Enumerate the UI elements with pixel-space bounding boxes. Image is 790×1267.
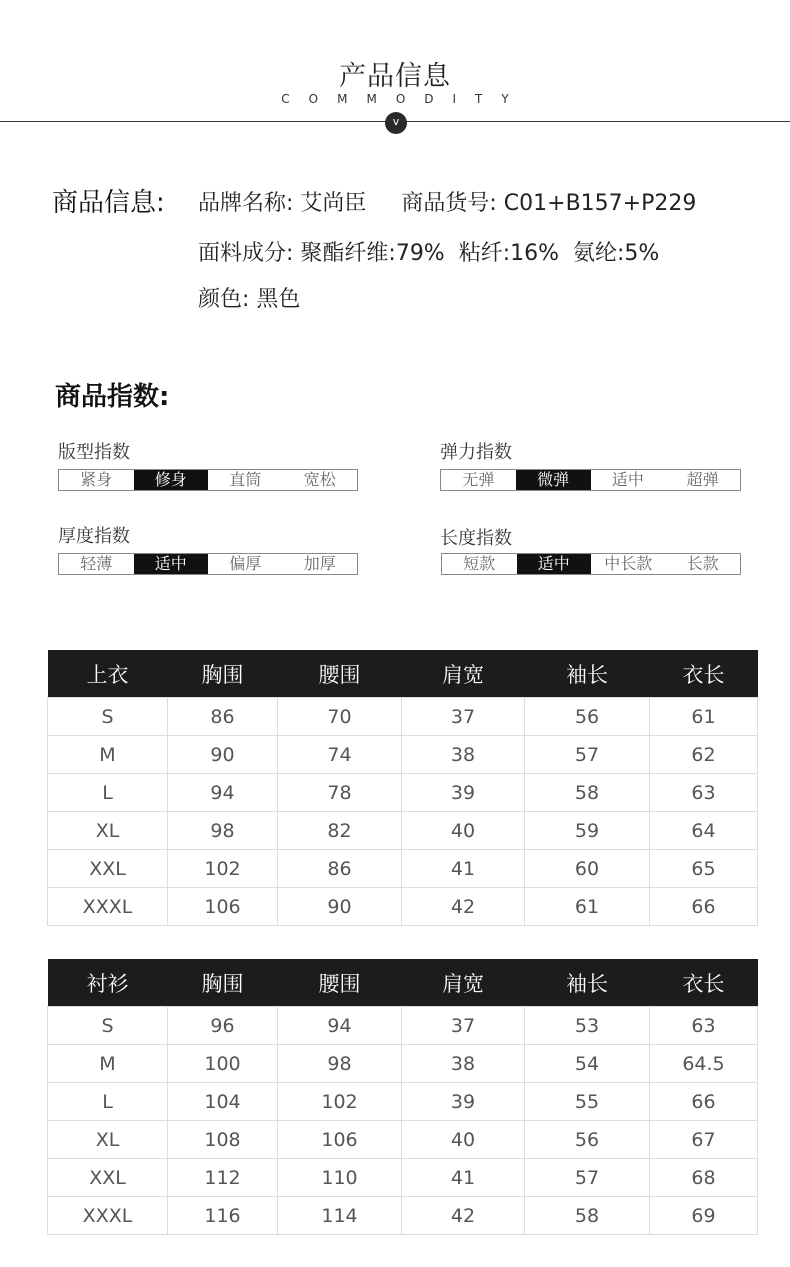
measurement-cell: 108 (168, 1121, 278, 1159)
measurement-cell: 61 (525, 888, 650, 926)
measurement-cell: 53 (525, 1007, 650, 1045)
scale-option: 直筒 (229, 470, 262, 489)
measurement-cell: 64.5 (650, 1045, 758, 1083)
scale-option: 适中 (134, 554, 209, 574)
measurement-cell: 37 (402, 1007, 525, 1045)
size-cell: S (48, 1007, 168, 1045)
table-row (48, 1121, 758, 1159)
size-cell: L (48, 774, 168, 812)
measurement-cell: 116 (168, 1197, 278, 1235)
measurement-cell: 68 (650, 1159, 758, 1197)
thickness-index-label: 厚度指数 (58, 526, 130, 547)
measurement-cell: 112 (168, 1159, 278, 1197)
measurement-cell: 90 (168, 736, 278, 774)
measurement-cell: 66 (650, 888, 758, 926)
measurement-cell: 61 (650, 698, 758, 736)
measurement-cell: 106 (278, 1121, 402, 1159)
column-header: 胸围 (168, 959, 278, 1007)
elastic-index-label: 弹力指数 (440, 442, 512, 463)
column-header: 肩宽 (402, 959, 525, 1007)
measurement-cell: 100 (168, 1045, 278, 1083)
table-row (48, 850, 758, 888)
size-cell: L (48, 1083, 168, 1121)
measurement-cell: 86 (278, 850, 402, 888)
measurement-cell: 67 (650, 1121, 758, 1159)
measurement-cell: 41 (402, 1159, 525, 1197)
size-cell: M (48, 736, 168, 774)
measurement-cell: 42 (402, 888, 525, 926)
measurement-cell: 86 (168, 698, 278, 736)
measurement-cell: 94 (278, 1007, 402, 1045)
elastic-index-scale (440, 469, 741, 491)
measurement-cell: 39 (402, 774, 525, 812)
column-header: 衣长 (650, 650, 758, 698)
fabric-composition: 面料成分: 聚酯纤维:79% 粘纤:16% 氨纶:5% (198, 241, 660, 266)
table-row (48, 1007, 758, 1045)
product-index-title: 商品指数: (55, 382, 170, 412)
scale-option: 无弹 (462, 470, 495, 489)
measurement-cell: 96 (168, 1007, 278, 1045)
measurement-cell: 102 (278, 1083, 402, 1121)
measurement-cell: 106 (168, 888, 278, 926)
size-cell: XL (48, 812, 168, 850)
measurement-cell: 104 (168, 1083, 278, 1121)
column-header: 腰围 (278, 959, 402, 1007)
measurement-cell: 60 (525, 850, 650, 888)
scale-option: 紧身 (80, 470, 113, 489)
measurement-cell: 40 (402, 1121, 525, 1159)
column-header: 衬衫 (48, 959, 168, 1007)
measurement-cell: 63 (650, 774, 758, 812)
table-row (48, 888, 758, 926)
scale-option: 长款 (686, 554, 719, 573)
measurement-cell: 65 (650, 850, 758, 888)
scale-option: 中长款 (604, 554, 653, 573)
table-row (48, 736, 758, 774)
chevron-down-icon: v (385, 112, 407, 134)
top-size-table (47, 650, 758, 926)
column-header: 袖长 (525, 650, 650, 698)
table-header-row (48, 650, 758, 698)
brand-and-sku: 品牌名称: 艾尚臣 商品货号: C01+B157+P229 (198, 191, 697, 216)
color-info: 颜色: 黑色 (198, 287, 301, 312)
measurement-cell: 98 (168, 812, 278, 850)
measurement-cell: 98 (278, 1045, 402, 1083)
column-header: 胸围 (168, 650, 278, 698)
scale-option: 超弹 (686, 470, 719, 489)
table-row (48, 1045, 758, 1083)
table-row (48, 812, 758, 850)
table-row (48, 1083, 758, 1121)
column-header: 衣长 (650, 959, 758, 1007)
measurement-cell: 41 (402, 850, 525, 888)
measurement-cell: 57 (525, 736, 650, 774)
measurement-cell: 74 (278, 736, 402, 774)
measurement-cell: 39 (402, 1083, 525, 1121)
size-cell: XXXL (48, 1197, 168, 1235)
measurement-cell: 55 (525, 1083, 650, 1121)
size-cell: XL (48, 1121, 168, 1159)
scale-option: 修身 (134, 470, 209, 490)
measurement-cell: 66 (650, 1083, 758, 1121)
scale-option: 加厚 (303, 554, 336, 573)
measurement-cell: 57 (525, 1159, 650, 1197)
scale-option: 轻薄 (80, 554, 113, 573)
measurement-cell: 78 (278, 774, 402, 812)
column-header: 腰围 (278, 650, 402, 698)
measurement-cell: 37 (402, 698, 525, 736)
scale-option: 短款 (463, 554, 496, 573)
scale-option: 微弹 (516, 470, 591, 490)
measurement-cell: 102 (168, 850, 278, 888)
section-subtitle: COMMODITY (281, 92, 528, 106)
size-cell: XXL (48, 850, 168, 888)
scale-option: 适中 (517, 554, 592, 574)
column-header: 上衣 (48, 650, 168, 698)
measurement-cell: 90 (278, 888, 402, 926)
column-header: 袖长 (525, 959, 650, 1007)
measurement-cell: 56 (525, 698, 650, 736)
table-row (48, 774, 758, 812)
measurement-cell: 63 (650, 1007, 758, 1045)
measurement-cell: 94 (168, 774, 278, 812)
thickness-index-scale (58, 553, 358, 575)
measurement-cell: 38 (402, 1045, 525, 1083)
measurement-cell: 58 (525, 774, 650, 812)
size-cell: M (48, 1045, 168, 1083)
measurement-cell: 64 (650, 812, 758, 850)
measurement-cell: 82 (278, 812, 402, 850)
scale-option: 适中 (611, 470, 644, 489)
table-row (48, 1197, 758, 1235)
measurement-cell: 42 (402, 1197, 525, 1235)
fit-index-scale (58, 469, 358, 491)
table-row (48, 698, 758, 736)
size-cell: S (48, 698, 168, 736)
size-cell: XXL (48, 1159, 168, 1197)
scale-option: 宽松 (303, 470, 336, 489)
column-header: 肩宽 (402, 650, 525, 698)
measurement-cell: 58 (525, 1197, 650, 1235)
measurement-cell: 69 (650, 1197, 758, 1235)
measurement-cell: 59 (525, 812, 650, 850)
measurement-cell: 38 (402, 736, 525, 774)
product-info-label: 商品信息: (52, 188, 165, 218)
measurement-cell: 54 (525, 1045, 650, 1083)
measurement-cell: 70 (278, 698, 402, 736)
measurement-cell: 56 (525, 1121, 650, 1159)
measurement-cell: 62 (650, 736, 758, 774)
section-title: 产品信息 (339, 61, 451, 92)
table-header-row (48, 959, 758, 1007)
measurement-cell: 40 (402, 812, 525, 850)
table-row (48, 1159, 758, 1197)
measurement-cell: 110 (278, 1159, 402, 1197)
fit-index-label: 版型指数 (58, 442, 130, 463)
size-cell: XXXL (48, 888, 168, 926)
scale-option: 偏厚 (229, 554, 262, 573)
length-index-label: 长度指数 (440, 528, 512, 549)
length-index-scale (441, 553, 741, 575)
shirt-size-table (47, 959, 758, 1235)
measurement-cell: 114 (278, 1197, 402, 1235)
